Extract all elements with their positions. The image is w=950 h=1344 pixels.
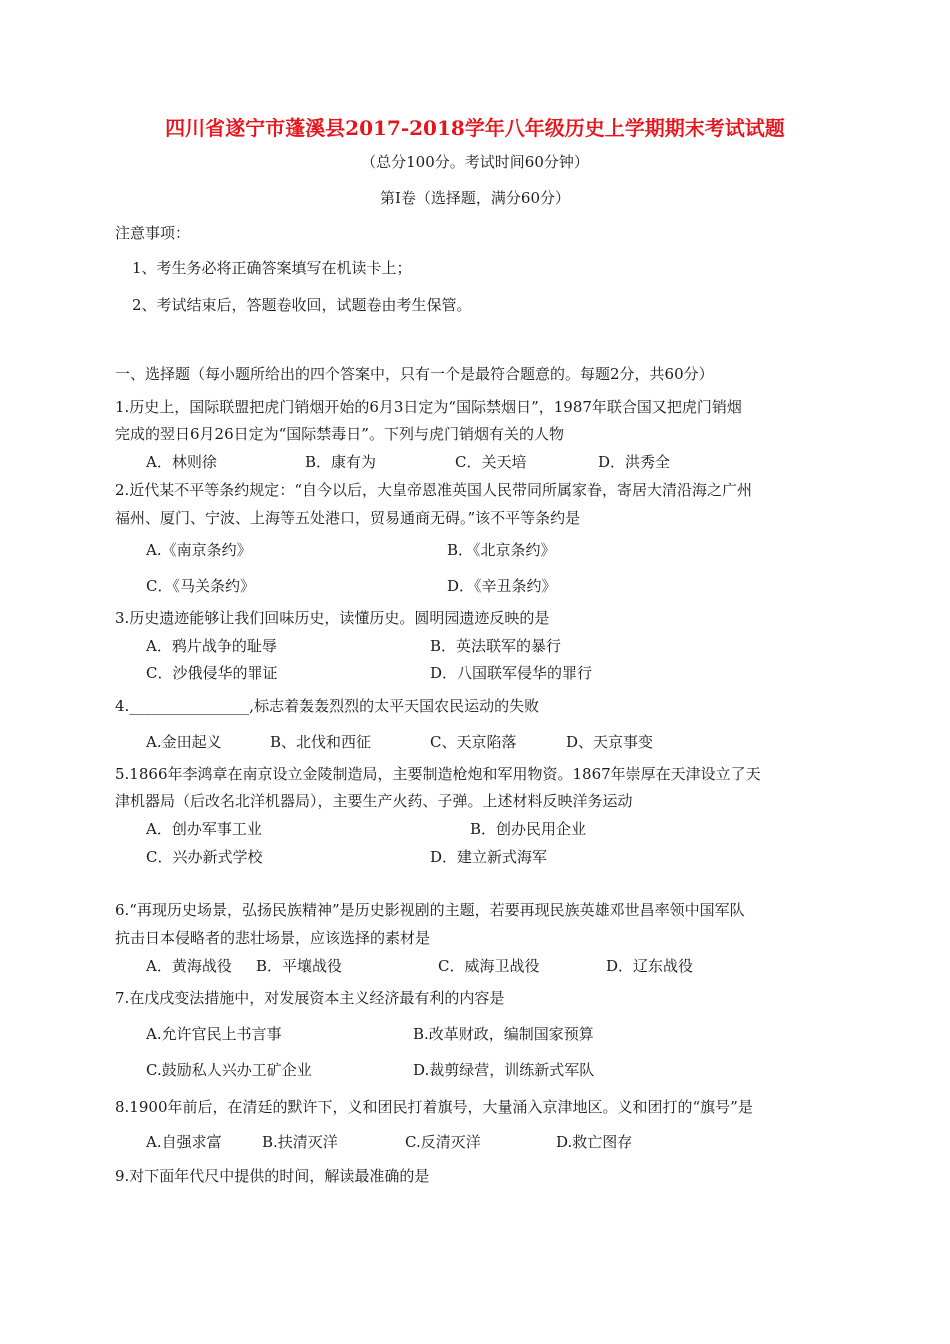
- option-b: B．英法联军的暴行: [430, 637, 562, 655]
- question-text: 抗击日本侵略者的悲壮场景，应该选择的素材是: [115, 929, 431, 947]
- option-b: B．《北京条约》: [447, 541, 556, 559]
- notice-item: 1、考生务必将正确答案填写在机读卡上；: [132, 259, 412, 277]
- question-text: 9.对下面年代尺中提供的时间，解读最准确的是: [115, 1167, 430, 1185]
- option-c: C．威海卫战役: [438, 957, 540, 975]
- question-text: 2.近代某不平等条约规定：“自今以后，大皇帝恩准英国人民带同所属家眷，寄居大清沿海之广州: [115, 481, 752, 499]
- option-d: D．辽东战役: [606, 957, 694, 975]
- option-d: D．建立新式海军: [430, 848, 548, 866]
- option-b: B．创办民用企业: [470, 820, 587, 838]
- option-a: A.自强求富: [146, 1133, 222, 1151]
- option-c: C.鼓励私人兴办工矿企业: [146, 1061, 312, 1079]
- question-text: 福州、厦门、宁波、上海等五处港口，贸易通商无碍。”该不平等条约是: [115, 509, 581, 527]
- part-heading: 第Ⅰ卷（选择题，满分60分）: [379, 189, 570, 207]
- option-c: C．兴办新式学校: [146, 848, 263, 866]
- option-d: D．《辛丑条约》: [447, 577, 557, 595]
- question-text: 津机器局（后改名北洋机器局），主要生产火药、子弹。上述材料反映洋务运动: [115, 792, 633, 810]
- question-text: 6.“再现历史场景，弘扬民族精神”是历史影视剧的主题，若要再现民族英雄邓世昌率领中国军队: [115, 901, 745, 919]
- option-c: C.反清灭洋: [405, 1133, 481, 1151]
- exam-info: （总分100分。考试时间60分钟）: [361, 153, 589, 171]
- option-c: C．沙俄侵华的罪证: [146, 664, 278, 682]
- question-text: 1.历史上，国际联盟把虎门销烟开始的6月3日定为“国际禁烟日”，1987年联合国又把虎门销烟: [115, 398, 742, 416]
- option-d: D．洪秀全: [598, 453, 671, 471]
- question-text: 5.1866年李鸿章在南京设立金陵制造局，主要制造枪炮和军用物资。1867年崇厚在天津设立了天: [115, 765, 761, 783]
- question-text: 4.________________,标志着轰轰烈烈的太平天国农民运动的失败: [115, 697, 540, 715]
- question-text: 完成的翌日6月26日定为“国际禁毒日”。下列与虎门销烟有关的人物: [115, 425, 564, 443]
- option-a: A．林则徐: [146, 453, 217, 471]
- option-a: A．创办军事工业: [146, 820, 262, 838]
- option-b: B.扶清灭洋: [262, 1133, 338, 1151]
- option-a: A．黄海战役: [146, 957, 232, 975]
- notice-item: 2、考试结束后，答题卷收回，试题卷由考生保管。: [132, 296, 472, 314]
- option-a: A.允许官民上书言事: [146, 1025, 282, 1043]
- question-text: 7.在戊戌变法措施中，对发展资本主义经济最有利的内容是: [115, 989, 505, 1007]
- option-b: B、北伐和西征: [270, 733, 372, 751]
- option-b: B.改革财政，编制国家预算: [413, 1025, 594, 1043]
- notice-heading: 注意事项：: [115, 224, 191, 242]
- question-text: 3.历史遗迹能够让我们回味历史，读懂历史。圆明园遗迹反映的是: [115, 609, 550, 627]
- option-b: B．康有为: [305, 453, 377, 471]
- section-heading: 一、选择题（每小题所给出的四个答案中，只有一个是最符合题意的。每题2分，共60分）: [115, 365, 714, 383]
- option-d: D．八国联军侵华的罪行: [430, 664, 593, 682]
- option-b: B．平壤战役: [256, 957, 343, 975]
- option-a: A.金田起义: [146, 733, 222, 751]
- option-c: C、天京陷落: [430, 733, 517, 751]
- option-c: C．关天培: [455, 453, 527, 471]
- question-text: 8.1900年前后，在清廷的默许下，义和团民打着旗号，大量涌入京津地区。义和团打的“旗号”是: [115, 1098, 753, 1116]
- option-c: C．《马关条约》: [146, 577, 255, 595]
- option-d: D、天京事变: [566, 733, 654, 751]
- option-d: D.裁剪绿营，训练新式军队: [413, 1061, 595, 1079]
- option-a: A．鸦片战争的耻辱: [146, 637, 277, 655]
- option-d: D.救亡图存: [556, 1133, 633, 1151]
- page-title: 四川省遂宁市蓬溪县2017-2018学年八年级历史上学期期末考试试题: [165, 116, 785, 140]
- option-a: A.《南京条约》: [146, 541, 252, 559]
